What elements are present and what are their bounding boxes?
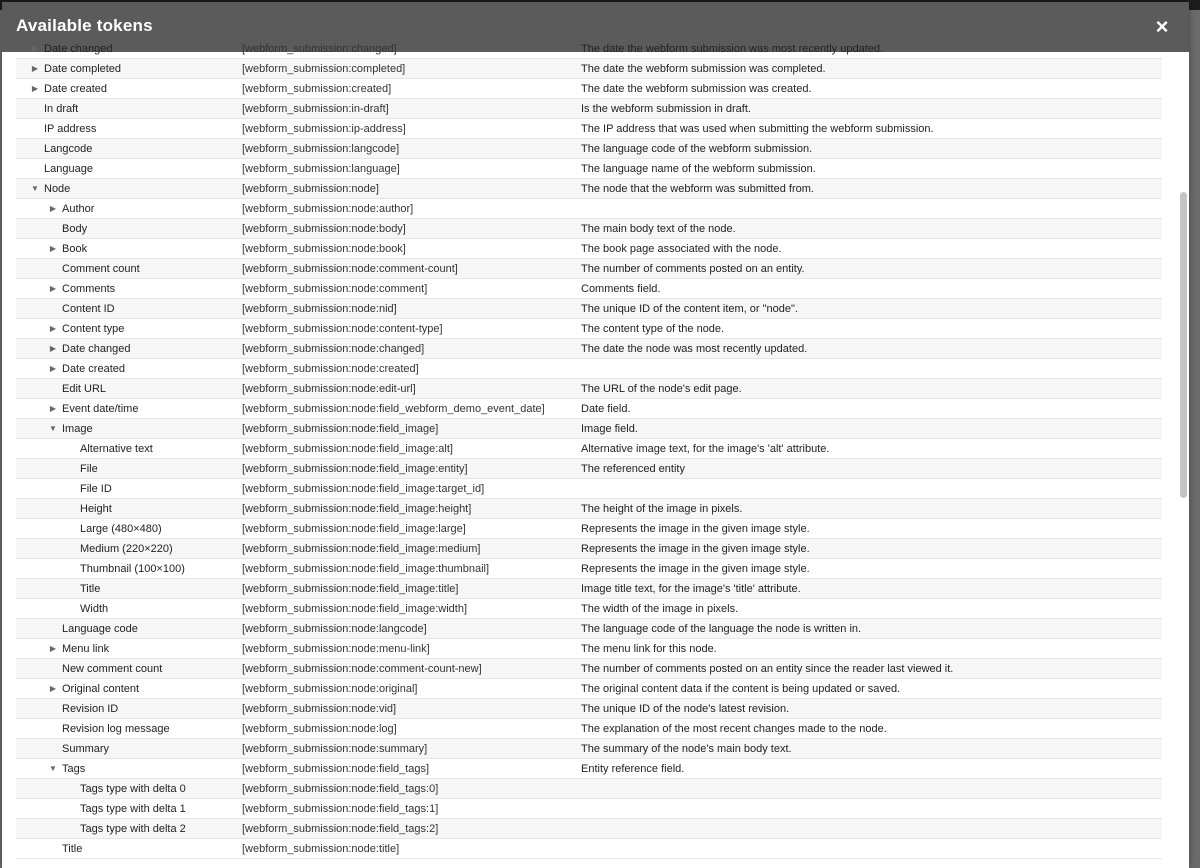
token-value[interactable]: [webform_submission:node] bbox=[242, 183, 379, 195]
token-description: The URL of the node's edit page. bbox=[581, 383, 742, 395]
token-name-cell bbox=[16, 79, 256, 99]
available-tokens-dialog bbox=[2, 2, 1189, 868]
token-value[interactable]: [webform_submission:changed] bbox=[242, 43, 397, 55]
token-row[interactable] bbox=[16, 599, 1162, 619]
token-name: Langcode bbox=[44, 143, 93, 155]
token-name: Edit URL bbox=[62, 383, 107, 395]
token-name-cell bbox=[16, 99, 256, 119]
token-name: Large (480×480) bbox=[80, 523, 162, 535]
token-value[interactable]: [webform_submission:node:field_image:large] bbox=[242, 523, 466, 535]
token-value[interactable]: [webform_submission:node:field_tags:1] bbox=[242, 803, 439, 815]
token-name: Event date/time bbox=[62, 403, 139, 415]
token-description: The explanation of the most recent changes made to the node. bbox=[581, 723, 887, 735]
token-name: Language bbox=[44, 163, 93, 175]
collapse-triangle-icon[interactable]: ▼ bbox=[49, 424, 57, 433]
token-name-cell bbox=[16, 839, 274, 859]
token-name: Content type bbox=[62, 323, 125, 335]
token-value[interactable]: [webform_submission:in-draft] bbox=[242, 103, 389, 115]
token-row[interactable] bbox=[16, 739, 1162, 759]
token-value[interactable]: [webform_submission:node:log] bbox=[242, 723, 397, 735]
token-row[interactable] bbox=[16, 359, 1162, 379]
token-value[interactable]: [webform_submission:node:field_image:alt] bbox=[242, 443, 453, 455]
token-name: Title bbox=[80, 583, 101, 595]
token-name-cell bbox=[16, 299, 274, 319]
token-name-cell bbox=[16, 679, 274, 699]
token-row[interactable] bbox=[16, 159, 1162, 179]
token-row[interactable] bbox=[16, 619, 1162, 639]
token-row[interactable] bbox=[16, 139, 1162, 159]
token-name-cell bbox=[16, 399, 274, 419]
token-value[interactable]: [webform_submission:node:vid] bbox=[242, 703, 397, 715]
token-row[interactable] bbox=[16, 479, 1162, 499]
token-description: The unique ID of the content item, or "node". bbox=[581, 303, 798, 315]
token-value[interactable]: [webform_submission:node:field_tags] bbox=[242, 763, 430, 775]
expand-triangle-icon[interactable]: ▶ bbox=[31, 64, 39, 73]
token-name: Node bbox=[44, 183, 71, 195]
expand-triangle-icon[interactable]: ▶ bbox=[49, 684, 57, 693]
token-name: IP address bbox=[44, 123, 97, 135]
token-name-cell bbox=[16, 719, 274, 739]
token-name: Tags type with delta 2 bbox=[80, 823, 186, 835]
token-row[interactable] bbox=[16, 799, 1162, 819]
token-row[interactable] bbox=[16, 659, 1162, 679]
collapse-triangle-icon[interactable]: ▼ bbox=[49, 764, 57, 773]
token-description: The date the node was most recently updated. bbox=[581, 343, 808, 355]
token-name: Original content bbox=[62, 683, 140, 695]
token-value[interactable]: [webform_submission:node:edit-url] bbox=[242, 383, 416, 395]
token-description: The number of comments posted on an entity. bbox=[581, 263, 805, 275]
token-name-cell bbox=[16, 59, 256, 79]
expand-triangle-icon[interactable]: ▶ bbox=[49, 244, 57, 253]
token-description: Entity reference field. bbox=[581, 763, 685, 775]
token-row[interactable] bbox=[16, 499, 1162, 519]
token-description: Represents the image in the given image style. bbox=[581, 543, 810, 555]
token-value[interactable]: [webform_submission:node:field_image:thumbnail] bbox=[242, 563, 490, 575]
token-row[interactable] bbox=[16, 759, 1162, 779]
token-value[interactable]: [webform_submission:node:field_tags:0] bbox=[242, 783, 439, 795]
token-name: Tags type with delta 0 bbox=[80, 783, 186, 795]
token-value[interactable]: [webform_submission:node:field_image] bbox=[242, 423, 439, 435]
token-name: Body bbox=[62, 223, 88, 235]
token-name: Revision ID bbox=[62, 703, 119, 715]
token-name: Author bbox=[62, 203, 95, 215]
token-name-cell bbox=[16, 239, 274, 259]
token-value[interactable]: [webform_submission:node:nid] bbox=[242, 303, 397, 315]
token-value[interactable]: [webform_submission:node:title] bbox=[242, 843, 400, 855]
token-row[interactable] bbox=[16, 579, 1162, 599]
token-value[interactable]: [webform_submission:ip-address] bbox=[242, 123, 406, 135]
token-row[interactable] bbox=[16, 459, 1162, 479]
token-description: Alternative image text, for the image's 'alt' attribute. bbox=[581, 443, 830, 455]
token-name-cell bbox=[16, 619, 274, 639]
token-name: Tags bbox=[62, 763, 86, 775]
token-description: Image title text, for the image's 'title' attribute. bbox=[581, 583, 801, 595]
token-name-cell bbox=[16, 359, 274, 379]
token-name-cell bbox=[16, 259, 274, 279]
token-name: Title bbox=[62, 843, 83, 855]
token-name: Comment count bbox=[62, 263, 140, 275]
token-name: Comments bbox=[62, 283, 116, 295]
token-row[interactable] bbox=[16, 399, 1162, 419]
token-row[interactable] bbox=[16, 259, 1162, 279]
token-row[interactable] bbox=[16, 439, 1162, 459]
token-value[interactable]: [webform_submission:node:comment] bbox=[242, 283, 428, 295]
token-name-cell bbox=[16, 139, 256, 159]
token-row[interactable] bbox=[16, 639, 1162, 659]
expand-triangle-icon[interactable]: ▶ bbox=[49, 644, 57, 653]
token-name: In draft bbox=[44, 103, 79, 115]
token-description: The date the webform submission was created. bbox=[581, 83, 812, 95]
token-value[interactable]: [webform_submission:node:langcode] bbox=[242, 623, 427, 635]
token-name: Menu link bbox=[62, 643, 110, 655]
token-name: Date created bbox=[44, 83, 107, 95]
token-name-cell bbox=[16, 699, 274, 719]
token-name: Date created bbox=[62, 363, 125, 375]
token-description: Represents the image in the given image style. bbox=[581, 563, 810, 575]
token-name-cell bbox=[16, 739, 274, 759]
token-row[interactable] bbox=[16, 719, 1162, 739]
token-description: The height of the image in pixels. bbox=[581, 503, 743, 515]
token-description: The book page associated with the node. bbox=[581, 243, 782, 255]
token-value[interactable]: [webform_submission:node:author] bbox=[242, 203, 414, 215]
token-row[interactable] bbox=[16, 779, 1162, 799]
token-name: Width bbox=[80, 603, 109, 615]
token-value[interactable]: [webform_submission:node:created] bbox=[242, 363, 419, 375]
token-name: File ID bbox=[80, 483, 112, 495]
token-description: The date the webform submission was most recently updated. bbox=[581, 43, 884, 55]
token-name: Alternative text bbox=[80, 443, 153, 455]
token-name-cell bbox=[16, 39, 256, 59]
scrollbar-thumb[interactable] bbox=[1180, 192, 1187, 498]
token-name: Date changed bbox=[62, 343, 131, 355]
token-description: The language name of the webform submission. bbox=[581, 163, 816, 175]
token-tree[interactable] bbox=[2, 43, 1189, 868]
token-name: Height bbox=[80, 503, 112, 515]
token-value[interactable]: [webform_submission:language] bbox=[242, 163, 400, 175]
token-description: Is the webform submission in draft. bbox=[581, 103, 751, 115]
expand-triangle-icon[interactable]: ▶ bbox=[49, 324, 57, 333]
token-name: Date completed bbox=[44, 63, 122, 75]
token-description: The main body text of the node. bbox=[581, 223, 736, 235]
token-value[interactable]: [webform_submission:node:book] bbox=[242, 243, 406, 255]
token-name-cell bbox=[16, 119, 256, 139]
token-value[interactable]: [webform_submission:langcode] bbox=[242, 143, 400, 155]
token-value[interactable]: [webform_submission:node:summary] bbox=[242, 743, 428, 755]
token-value[interactable]: [webform_submission:node:field_image:medium] bbox=[242, 543, 481, 555]
token-description: The date the webform submission was completed. bbox=[581, 63, 826, 75]
token-row[interactable] bbox=[16, 839, 1162, 859]
token-row[interactable] bbox=[16, 279, 1162, 299]
token-description: The width of the image in pixels. bbox=[581, 603, 739, 615]
token-row[interactable] bbox=[16, 199, 1162, 219]
expand-triangle-icon[interactable]: ▶ bbox=[49, 204, 57, 213]
token-name-cell bbox=[16, 199, 274, 219]
token-row[interactable] bbox=[16, 59, 1162, 79]
token-row[interactable] bbox=[16, 299, 1162, 319]
token-name: File bbox=[80, 463, 98, 475]
token-name: Date changed bbox=[44, 43, 113, 55]
expand-triangle-icon[interactable]: ▶ bbox=[49, 284, 57, 293]
close-icon[interactable]: × bbox=[1155, 14, 1169, 39]
token-description: The number of comments posted on an entity since the reader last viewed it. bbox=[581, 663, 954, 675]
token-value[interactable]: [webform_submission:created] bbox=[242, 83, 392, 95]
expand-triangle-icon[interactable]: ▶ bbox=[49, 404, 57, 413]
token-table bbox=[16, 39, 1162, 859]
token-value[interactable]: [webform_submission:node:content-type] bbox=[242, 323, 443, 335]
token-value[interactable]: [webform_submission:node:original] bbox=[242, 683, 418, 695]
token-row[interactable] bbox=[16, 539, 1162, 559]
token-row[interactable] bbox=[16, 819, 1162, 839]
token-row[interactable] bbox=[16, 99, 1162, 119]
token-name: Summary bbox=[62, 743, 110, 755]
dialog-title: Available tokens bbox=[16, 16, 153, 35]
token-name-cell bbox=[16, 419, 274, 439]
token-description: The language code of the webform submission. bbox=[581, 143, 813, 155]
token-value[interactable]: [webform_submission:node:field_image:width] bbox=[242, 603, 468, 615]
token-name: Revision log message bbox=[62, 723, 170, 735]
token-description: Comments field. bbox=[581, 283, 661, 295]
token-name: Language code bbox=[62, 623, 138, 635]
token-row[interactable] bbox=[16, 419, 1162, 439]
token-row[interactable] bbox=[16, 679, 1162, 699]
token-value[interactable]: [webform_submission:node:field_image:target_id] bbox=[242, 483, 485, 495]
token-name-cell bbox=[16, 279, 274, 299]
token-description: The original content data if the content is being updated or saved. bbox=[581, 683, 901, 695]
token-row[interactable] bbox=[16, 379, 1162, 399]
token-description: The content type of the node. bbox=[581, 323, 725, 335]
expand-triangle-icon[interactable]: ▶ bbox=[49, 364, 57, 373]
token-name-cell bbox=[16, 379, 274, 399]
token-name: Tags type with delta 1 bbox=[80, 803, 186, 815]
token-row[interactable] bbox=[16, 319, 1162, 339]
token-name: Medium (220×220) bbox=[80, 543, 173, 555]
token-name: Content ID bbox=[62, 303, 115, 315]
token-name-cell bbox=[16, 159, 256, 179]
token-value[interactable]: [webform_submission:node:menu-link] bbox=[242, 643, 430, 655]
token-description: The menu link for this node. bbox=[581, 643, 717, 655]
token-row[interactable] bbox=[16, 519, 1162, 539]
token-row[interactable] bbox=[16, 559, 1162, 579]
token-name-cell bbox=[16, 339, 274, 359]
token-row[interactable] bbox=[16, 219, 1162, 239]
token-row[interactable] bbox=[16, 699, 1162, 719]
token-value[interactable]: [webform_submission:node:field_webform_demo_event_date] bbox=[242, 403, 545, 415]
token-name: Image bbox=[62, 423, 93, 435]
token-description: The IP address that was used when submitting the webform submission. bbox=[581, 123, 934, 135]
token-name: Book bbox=[62, 243, 88, 255]
token-row[interactable] bbox=[16, 339, 1162, 359]
token-value[interactable]: [webform_submission:node:field_image:height] bbox=[242, 503, 472, 515]
token-description: The node that the webform was submitted from. bbox=[581, 183, 814, 195]
token-value[interactable]: [webform_submission:completed] bbox=[242, 63, 406, 75]
token-name-cell bbox=[16, 179, 256, 199]
token-description: Date field. bbox=[581, 403, 631, 415]
expand-triangle-icon[interactable]: ▶ bbox=[31, 84, 39, 93]
token-name-cell bbox=[16, 319, 274, 339]
token-value[interactable]: [webform_submission:node:comment-count] bbox=[242, 263, 458, 275]
token-row[interactable] bbox=[16, 79, 1162, 99]
token-row[interactable] bbox=[16, 119, 1162, 139]
token-value[interactable]: [webform_submission:node:comment-count-new] bbox=[242, 663, 482, 675]
token-row[interactable] bbox=[16, 39, 1162, 59]
token-name-cell bbox=[16, 759, 274, 779]
collapse-triangle-icon[interactable]: ▼ bbox=[31, 184, 39, 193]
token-name-cell bbox=[16, 639, 274, 659]
expand-triangle-icon[interactable]: ▶ bbox=[31, 44, 39, 53]
token-row[interactable] bbox=[16, 239, 1162, 259]
token-name-cell bbox=[16, 659, 274, 679]
token-name: Thumbnail (100×100) bbox=[80, 563, 185, 575]
token-description: Image field. bbox=[581, 423, 638, 435]
token-value[interactable]: [webform_submission:node:field_tags:2] bbox=[242, 823, 439, 835]
token-value[interactable]: [webform_submission:node:field_image:title] bbox=[242, 583, 459, 595]
token-description: The language code of the language the node is written in. bbox=[581, 623, 862, 635]
token-value[interactable]: [webform_submission:node:changed] bbox=[242, 343, 425, 355]
token-name-cell bbox=[16, 219, 274, 239]
token-value[interactable]: [webform_submission:node:field_image:entity] bbox=[242, 463, 468, 475]
token-row[interactable] bbox=[16, 179, 1162, 199]
token-description: The summary of the node's main body text. bbox=[581, 743, 792, 755]
token-description: Represents the image in the given image style. bbox=[581, 523, 810, 535]
token-description: The unique ID of the node's latest revision. bbox=[581, 703, 790, 715]
token-description: The referenced entity bbox=[581, 463, 685, 475]
expand-triangle-icon[interactable]: ▶ bbox=[49, 344, 57, 353]
token-name: New comment count bbox=[62, 663, 163, 675]
token-value[interactable]: [webform_submission:node:body] bbox=[242, 223, 406, 235]
